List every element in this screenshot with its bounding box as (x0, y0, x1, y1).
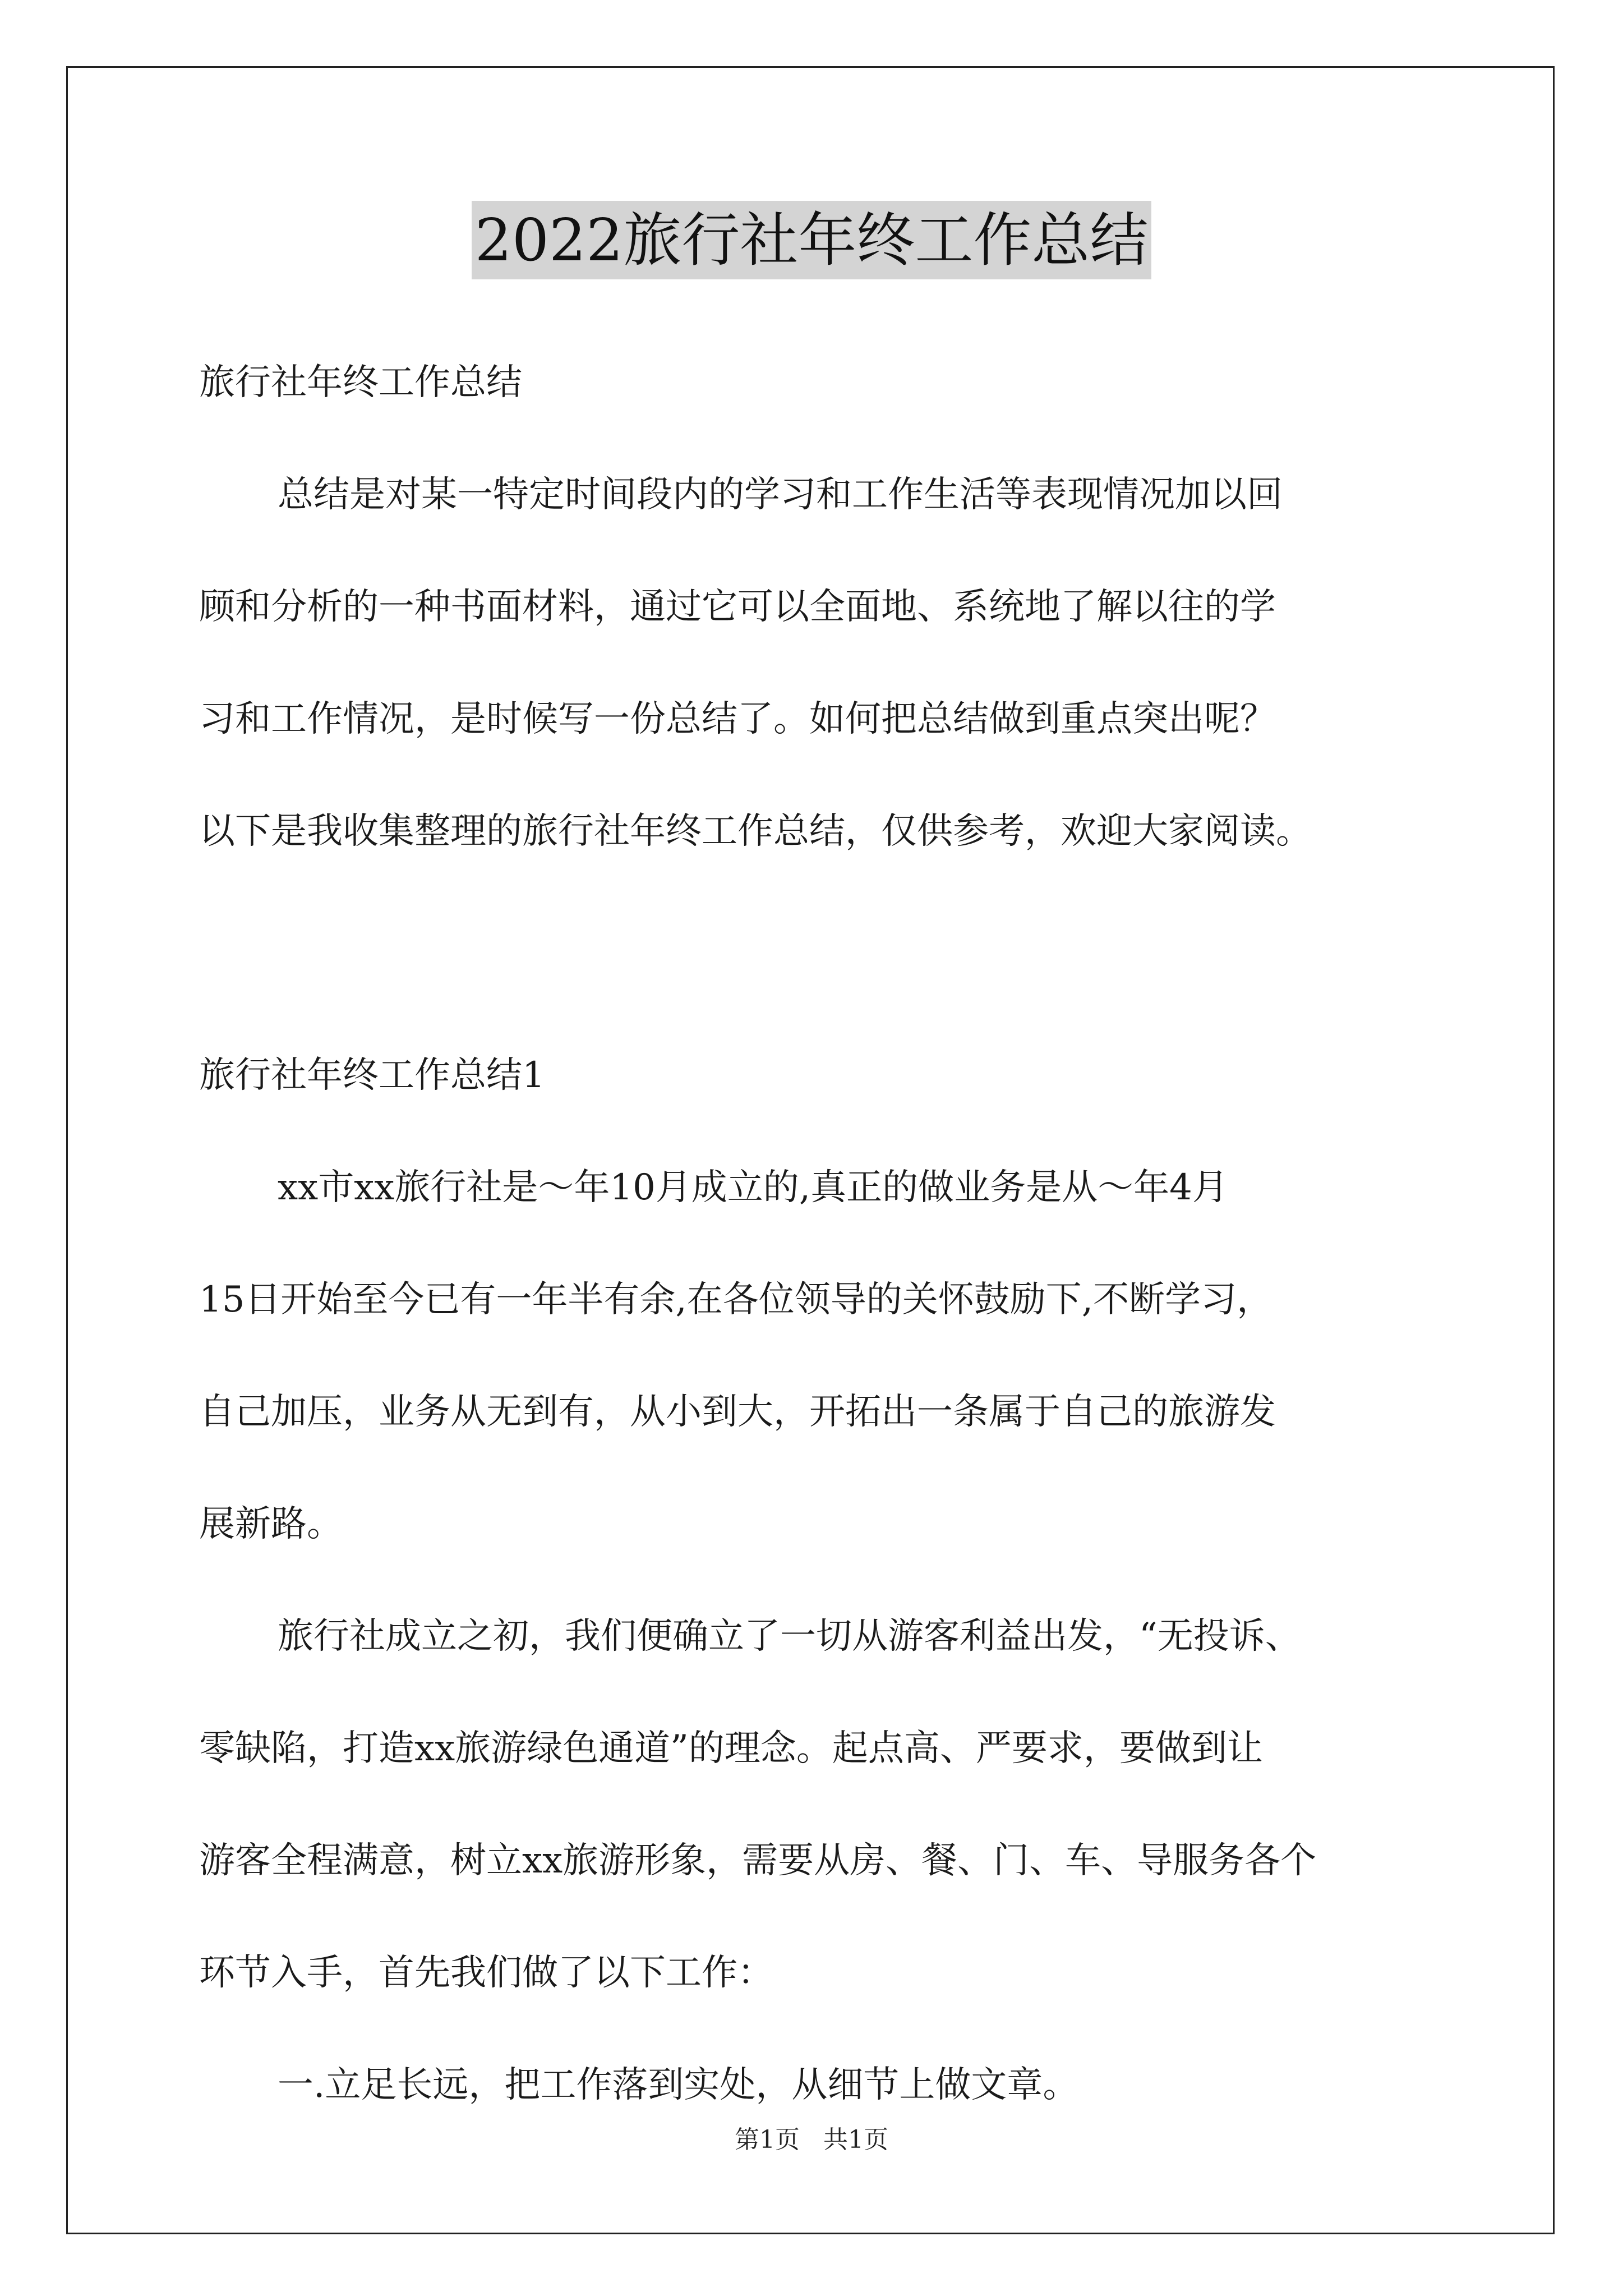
list-item: 一.立足长远，把工作落到实处，从细节上做文章。 (278, 2064, 1079, 2106)
paragraph-line: 零缺陷，打造xx旅游绿色通道”的理念。起点高、严要求，要做到让 (199, 1728, 1263, 1769)
paragraph-1 (199, 1131, 1427, 1580)
paragraph-line: xx市xx旅行社是～年10月成立的,真正的做业务是从～年4月 (278, 1167, 1228, 1208)
paragraph-line: 15日开始至今已有一年半有余,在各位领导的关怀鼓励下,不断学习， (199, 1279, 1273, 1320)
page-number-footer: 第1页 共1页 (735, 2125, 888, 2154)
document-title: 2022旅行社年终工作总结 (472, 201, 1152, 279)
paragraph-line: 顾和分析的一种书面材料，通过它可以全面地、系统地了解以往的学 (199, 586, 1276, 628)
section-heading: 旅行社年终工作总结1 (199, 1055, 545, 1096)
paragraph-line: 游客全程满意，树立xx旅游形象，需要从房、餐、门、车、导服务各个 (199, 1840, 1317, 1881)
paragraph-line: 环节入手，首先我们做了以下工作： (199, 1952, 773, 1994)
subtitle: 旅行社年终工作总结 (199, 362, 522, 403)
intro-paragraph (199, 439, 1427, 887)
section-spacer (199, 887, 1427, 1019)
paragraph-2 (199, 1580, 1427, 2029)
paragraph-line: 总结是对某一特定时间段内的学习和工作生活等表现情况加以回 (278, 474, 1283, 516)
title-container (0, 201, 1623, 279)
paragraph-line: 以下是我收集整理的旅行社年终工作总结，仅供参考，欢迎大家阅读。 (199, 811, 1312, 852)
paragraph-line: 展新路。 (199, 1503, 343, 1545)
paragraph-line: 习和工作情况，是时候写一份总结了。如何把总结做到重点突出呢？ (199, 698, 1276, 740)
paragraph-line: 旅行社成立之初，我们便确立了一切从游客利益出发，“无投诉、 (278, 1616, 1301, 1657)
paragraph-line: 自己加压，业务从无到有，从小到大，开拓出一条属于自己的旅游发 (199, 1391, 1276, 1433)
document-body (199, 326, 1427, 2141)
